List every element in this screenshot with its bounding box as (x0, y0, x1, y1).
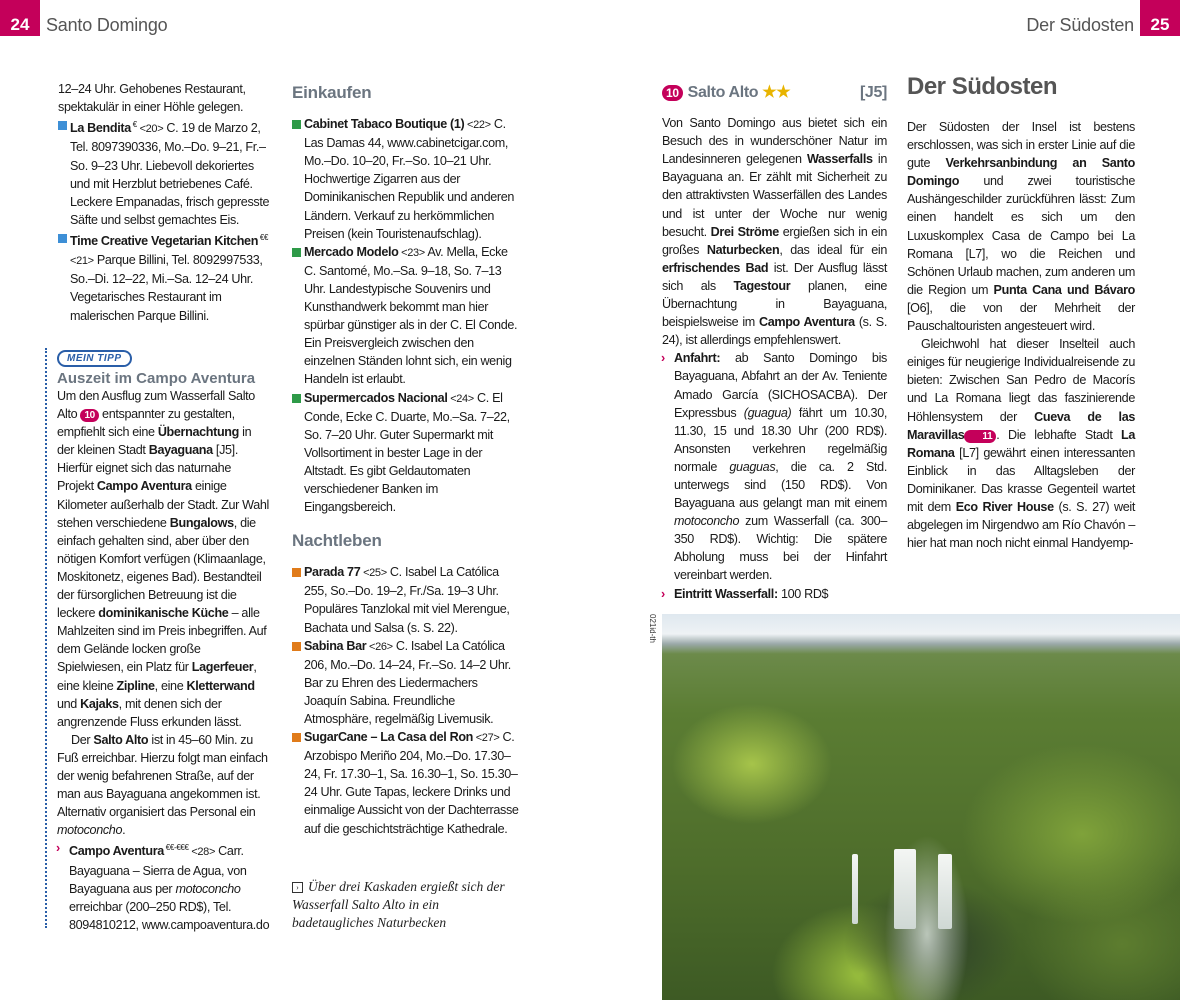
paragraph (907, 118, 1135, 335)
text: ist in 45–60 Min. zu Fuß erreichbar. Hierzu folgt man einfach der wenig befahrenen Straße, auf der man aus Bayaguana angekommen ist. Alternativ organisiert das Personal ein (57, 732, 268, 820)
bullet-square-icon (292, 733, 301, 742)
running-head-left: Santo Domingo (46, 15, 168, 35)
column-salto-alto (662, 84, 887, 603)
waterfall-stream (938, 854, 952, 929)
map-reference: <26> (366, 640, 393, 653)
italic-text: motoconcho (674, 514, 740, 529)
tip-body (57, 387, 270, 934)
column-shopping-nightlife (292, 84, 520, 838)
italic-text: motoconcho (57, 823, 123, 838)
bold-text: Anfahrt: (674, 351, 721, 366)
tip-title: Auszeit im Campo Aventura (57, 370, 256, 387)
price-category: €€-€€€ (163, 843, 189, 853)
text: Um den Ausflug zum Wasserfall Salto Alto (57, 389, 255, 422)
bold-text: Bungalows (169, 515, 234, 530)
page-number-left: 24 (0, 0, 40, 36)
text: planen, eine Übernachtung in Bayaguana, beispielsweise im (662, 278, 887, 330)
list-item (292, 637, 520, 728)
bold-text: Drei Ströme (710, 224, 779, 239)
bold-text: La Bendita (70, 121, 131, 136)
waterfall-photo (662, 614, 1180, 1000)
text: C. 19 de Marzo 2, Tel. 8097390336, Mo.–Do. 9–21, Fr.–So. 9–23 Uhr. Liebevoll dekoriertes und mit Herzblut betriebenes Café. Leckere Empanadas, frisch gepresste Säfte und selbst gemachtes Eis. (70, 121, 270, 227)
text: Carr. Bayaguana – Sierra de Agua, von Bayaguana aus per (69, 844, 247, 896)
waterfall-stream (852, 854, 858, 924)
text: , mit denen sich der angrenzende Fluss erkunden lässt. (57, 696, 242, 729)
bold-text: Mercado Modelo (304, 244, 399, 259)
text: C. Las Damas 44, www.cabinetcigar.com, Mo.–Do. 10–20, Fr.–So. 10–21 Uhr. Hochwertige Zigarren aus der Dominikanischen Republik und anderen Ländern. Verkauf zu herkömmlichen Preisen (kein Touristenaufschlag). (304, 117, 515, 241)
bold-text: Sabina Bar (304, 638, 367, 653)
caption-arrow-icon: › (292, 882, 303, 893)
bold-text: Verkehrsanbindung an Santo Domingo (907, 156, 1135, 189)
text: . (122, 823, 126, 838)
text: , die einfach gehalten sind, aber über den nötigen Komfort verfügen (Klimaanlage, Moskitonetz, eigenes Bad). Bestandteil der fürsorglichen Betreuung ist die leckere (57, 515, 266, 621)
text: erreichbar (200–250 RD$), Tel. 8094810212, www.campoaventura.do (69, 899, 270, 932)
price-category: €€ (258, 232, 269, 242)
text: und zwei touristische Aushängeschilder zurückführen lässt: Zum einen handelt es sich um den Luxuskomplex Casa de Campo bei La Romana [L7], wo die Reichen und Schönen Urlaub machen, zum anderen um die Region um (907, 174, 1135, 297)
list-item (662, 585, 887, 603)
bold-text: Supermercados Nacional (304, 390, 448, 405)
text: in Bayaguana an. Er zählt mit Sicherheit zu den attraktivsten Wasserfällen des Landes und ist unter der Woche nur wenig besucht. (662, 152, 887, 239)
mein-tipp-badge: MEIN TIPP (57, 350, 132, 367)
bullet-square-icon (292, 568, 301, 577)
bold-text: Eco River House (955, 499, 1054, 514)
bullet-square-icon (292, 248, 301, 257)
text: C. El Conde, Ecke C. Duarte, Mo.–Sa. 7–22, So. 7–20 Uhr. Guter Supermarkt mit Vollsortiment in bester Lage in der Altstadt. Es gibt Geldautomaten verschiedener Banken im Eingangsbereich. (304, 390, 510, 515)
paragraph (662, 114, 887, 349)
text: ergießen sich in ein großes (662, 224, 887, 257)
map-reference: <28> (188, 846, 216, 859)
italic-text: motoconcho (175, 881, 241, 896)
section-title: Der Südosten (907, 73, 1058, 100)
bold-text: Naturbecken (706, 242, 780, 257)
bold-text: Zipline (116, 678, 155, 693)
star-rating-icon: ★★ (762, 84, 791, 101)
bold-text: Punta Cana und Bávaro (993, 282, 1135, 297)
bold-text: Übernachtung (157, 425, 239, 440)
sight-number-badge: 10 (80, 409, 98, 422)
text: Parque Billini, Tel. 8092997533, So.–Di. 12–22, Mi.–Sa. 12–24 Uhr. Vegetarisches Restaurant im malerischen Parque Billini. (70, 253, 263, 323)
bullet-square-icon (58, 234, 67, 243)
column-restaurants (58, 80, 270, 325)
text: in der kleinen Stadt (57, 425, 252, 458)
list-item (292, 389, 520, 517)
bold-text: Parada 77 (304, 565, 361, 580)
list-item (292, 563, 520, 636)
bold-text: La Romana (907, 427, 1135, 460)
paragraph (57, 387, 270, 731)
heading-nachtleben: Nachtleben (292, 531, 382, 551)
text: , eine kleine (57, 660, 257, 693)
text: Von Santo Domingo aus bietet sich ein Besuch des in wunderschöner Natur im Landesinneren gelegenen (662, 116, 887, 167)
paragraph (57, 731, 270, 840)
text: – alle Mahlzeiten sind im Preis inbegriffen. Auf dem Gelände locken große Spielwiesen, ein Platz für (57, 606, 267, 675)
text: (s. S. 27) weit abgelegen im Nirgendwo am Río Chavón – hier hat man noch nicht einmal Handyemp- (907, 499, 1136, 551)
map-reference: <24> (447, 392, 474, 405)
list-item (58, 116, 270, 229)
text: , die ca. 2 Std. unterwegs sind (150 RD$). Von Bayaguana aus gelangt man mit einem (674, 459, 887, 511)
list-item (292, 728, 520, 838)
bullet-square-icon (58, 121, 67, 130)
list-item (292, 115, 520, 243)
text: einige Kilometer außerhalb der Stadt. Zur Wahl stehen verschiedene (57, 479, 269, 530)
list-item (57, 839, 270, 934)
sight-heading (662, 84, 887, 102)
text: ist. Der Ausflug lässt sich als (662, 260, 887, 293)
bold-text: Bayaguana (148, 443, 213, 458)
map-reference: <27> (473, 732, 500, 745)
running-head-right: Der Südosten (1026, 15, 1134, 35)
text: Av. Mella, Ecke C. Santomé, Mo.–Sa. 9–18, So. 7–13 Uhr. Landestypische Souvenirs und Kunsthandwerk bekommt man hier spürbar günstiger als in der C. El Conde. Ein Preisvergleich zwischen den einzelnen Ständen lohnt sich, ein wenig Handeln ist erlaubt. (304, 244, 518, 387)
text: Gleichwohl hat dieser Inselteil auch einiges für neugierige Individualreisende zu bieten: Zwischen San Pedro de Macorís und La Romana liegt das faszinierende Höhlensystem der (907, 337, 1135, 424)
bold-text: SugarCane – La Casa del Ron (304, 730, 474, 745)
text: [J5]. Hierfür eignet sich das naturnahe Projekt (57, 443, 238, 494)
page-number-right: 25 (1140, 0, 1180, 36)
italic-text: (guagua) (743, 405, 792, 420)
grid-reference: [J5] (859, 84, 887, 101)
bullet-square-icon (292, 120, 301, 129)
chevron-right-icon: › (661, 586, 665, 601)
map-reference: <25> (360, 567, 387, 580)
bold-text: Campo Aventura (96, 479, 192, 494)
text: zum Wasserfall (ca. 300–350 RD$). Wichtig: Die spätere Abholung muss bei der Hinfahrt vereinbart werden. (674, 514, 887, 583)
map-reference: <23> (398, 246, 425, 259)
sight-number-badge: 11 (964, 430, 996, 443)
paragraph (907, 335, 1135, 552)
map-reference: <22> (464, 119, 491, 132)
bold-text: Kajaks (80, 696, 119, 711)
text: Der (71, 732, 94, 747)
text: C. Isabel La Católica 206, Mo.–Do. 14–24, Fr.–So. 14–2 Uhr. Bar zu Ehren des Liedermachers Joaquín Sabina. Freundliche Atmosphäre, regelmäßig Livemusik. (304, 638, 511, 726)
text: entspannter zu gestalten, empfiehlt sich eine (57, 407, 235, 440)
text: , eine (154, 678, 187, 693)
bold-text: Eintritt Wasserfall: (674, 586, 778, 601)
map-reference: <20> (136, 123, 164, 136)
text: . Die lebhafte Stadt (996, 427, 1121, 442)
text: C. Arzobispo Meriño 204, Mo.–Do. 17.30–24, Fr. 17.30–1, Sa. 16.30–1, So. 15.30–24 Uhr. Gute Tapas, leckere Drinks und einmalige Aussicht von der Dachterrasse auf die geschichtsträchtige Kathedrale. (304, 730, 519, 836)
text: C. Isabel La Católica 255, So.–Do. 19–2, Fr./Sa. 19–3 Uhr. Populäres Tanzlokal mit viel Merengue, Bachata und Salsa (s. S. 22). (304, 565, 510, 635)
chevron-right-icon: › (661, 351, 665, 366)
bullet-square-icon (292, 394, 301, 403)
list-item (292, 243, 520, 389)
column-suedosten (907, 72, 1135, 552)
bold-text: Campo Aventura (758, 315, 855, 330)
bold-text: Kletterwand (186, 678, 255, 693)
heading-einkaufen: Einkaufen (292, 83, 372, 102)
text: (s. S. 24), ist allerdings empfehlenswert. (662, 315, 888, 348)
bold-text: dominikanische Küche (98, 606, 229, 621)
bullet-square-icon (292, 642, 301, 651)
bold-text: erfrischendes Bad (662, 260, 769, 275)
italic-text: guaguas (729, 459, 776, 474)
waterfall-stream (894, 849, 916, 929)
text: 100 RD$ (777, 586, 829, 601)
bold-text: Time Creative Vegetarian Kitchen (70, 234, 259, 249)
bold-text: Tagestour (733, 278, 791, 293)
list-item (58, 229, 270, 325)
bold-text: Lagerfeuer (191, 660, 254, 675)
text: fährt um 10.30, 11.30, 15 und 18.30 Uhr (200 RD$). Ansonsten verkehren regelmäßig normale (674, 405, 887, 474)
text: , das ideal für ein (779, 242, 887, 257)
chevron-right-icon: › (56, 841, 60, 856)
bold-text: Cabinet Tabaco Boutique (1) (304, 117, 465, 132)
text: 12–24 Uhr. Gehobenes Restaurant, spektakulär in einer Höhle gelegen. (58, 82, 246, 115)
sight-number: 10 (662, 85, 683, 101)
text: und (57, 696, 81, 711)
bold-text: Cueva de las Maravillas (907, 409, 1135, 442)
text: [O6], die von der Mehrheit der Pauschaltouristen angesteuert wird. (907, 300, 1135, 334)
list-item (662, 349, 887, 584)
text: ab Santo Domingo bis Bayaguana, Abfahrt an der Av. Teniente Amado García (SICHOSACBA). Der Expressbus (674, 351, 887, 420)
bold-text: Wasserfalls (806, 152, 873, 167)
map-reference: <21> (70, 255, 94, 268)
price-category: € (130, 120, 137, 130)
text: Der Südosten der Insel ist bestens erschlossen, was sich in erster Linie auf die gute (907, 120, 1135, 171)
photo-caption (292, 878, 517, 932)
caption-text: Über drei Kaskaden ergießt sich der Wasserfall Salto Alto in ein badetaugliches Naturbecken (292, 879, 505, 930)
bold-text: Salto Alto (93, 732, 149, 747)
bold-text: Campo Aventura (69, 844, 164, 859)
sight-title: Salto Alto (687, 84, 759, 101)
photo-credit: 021id-th (648, 614, 657, 643)
paragraph (58, 80, 270, 116)
text: [L7] gewährt einen interessanten Einblick in das Alltagsleben der Dominikaner. Das krasse Gegenteil wartet mit dem (907, 445, 1135, 514)
mein-tipp-box (45, 348, 270, 932)
